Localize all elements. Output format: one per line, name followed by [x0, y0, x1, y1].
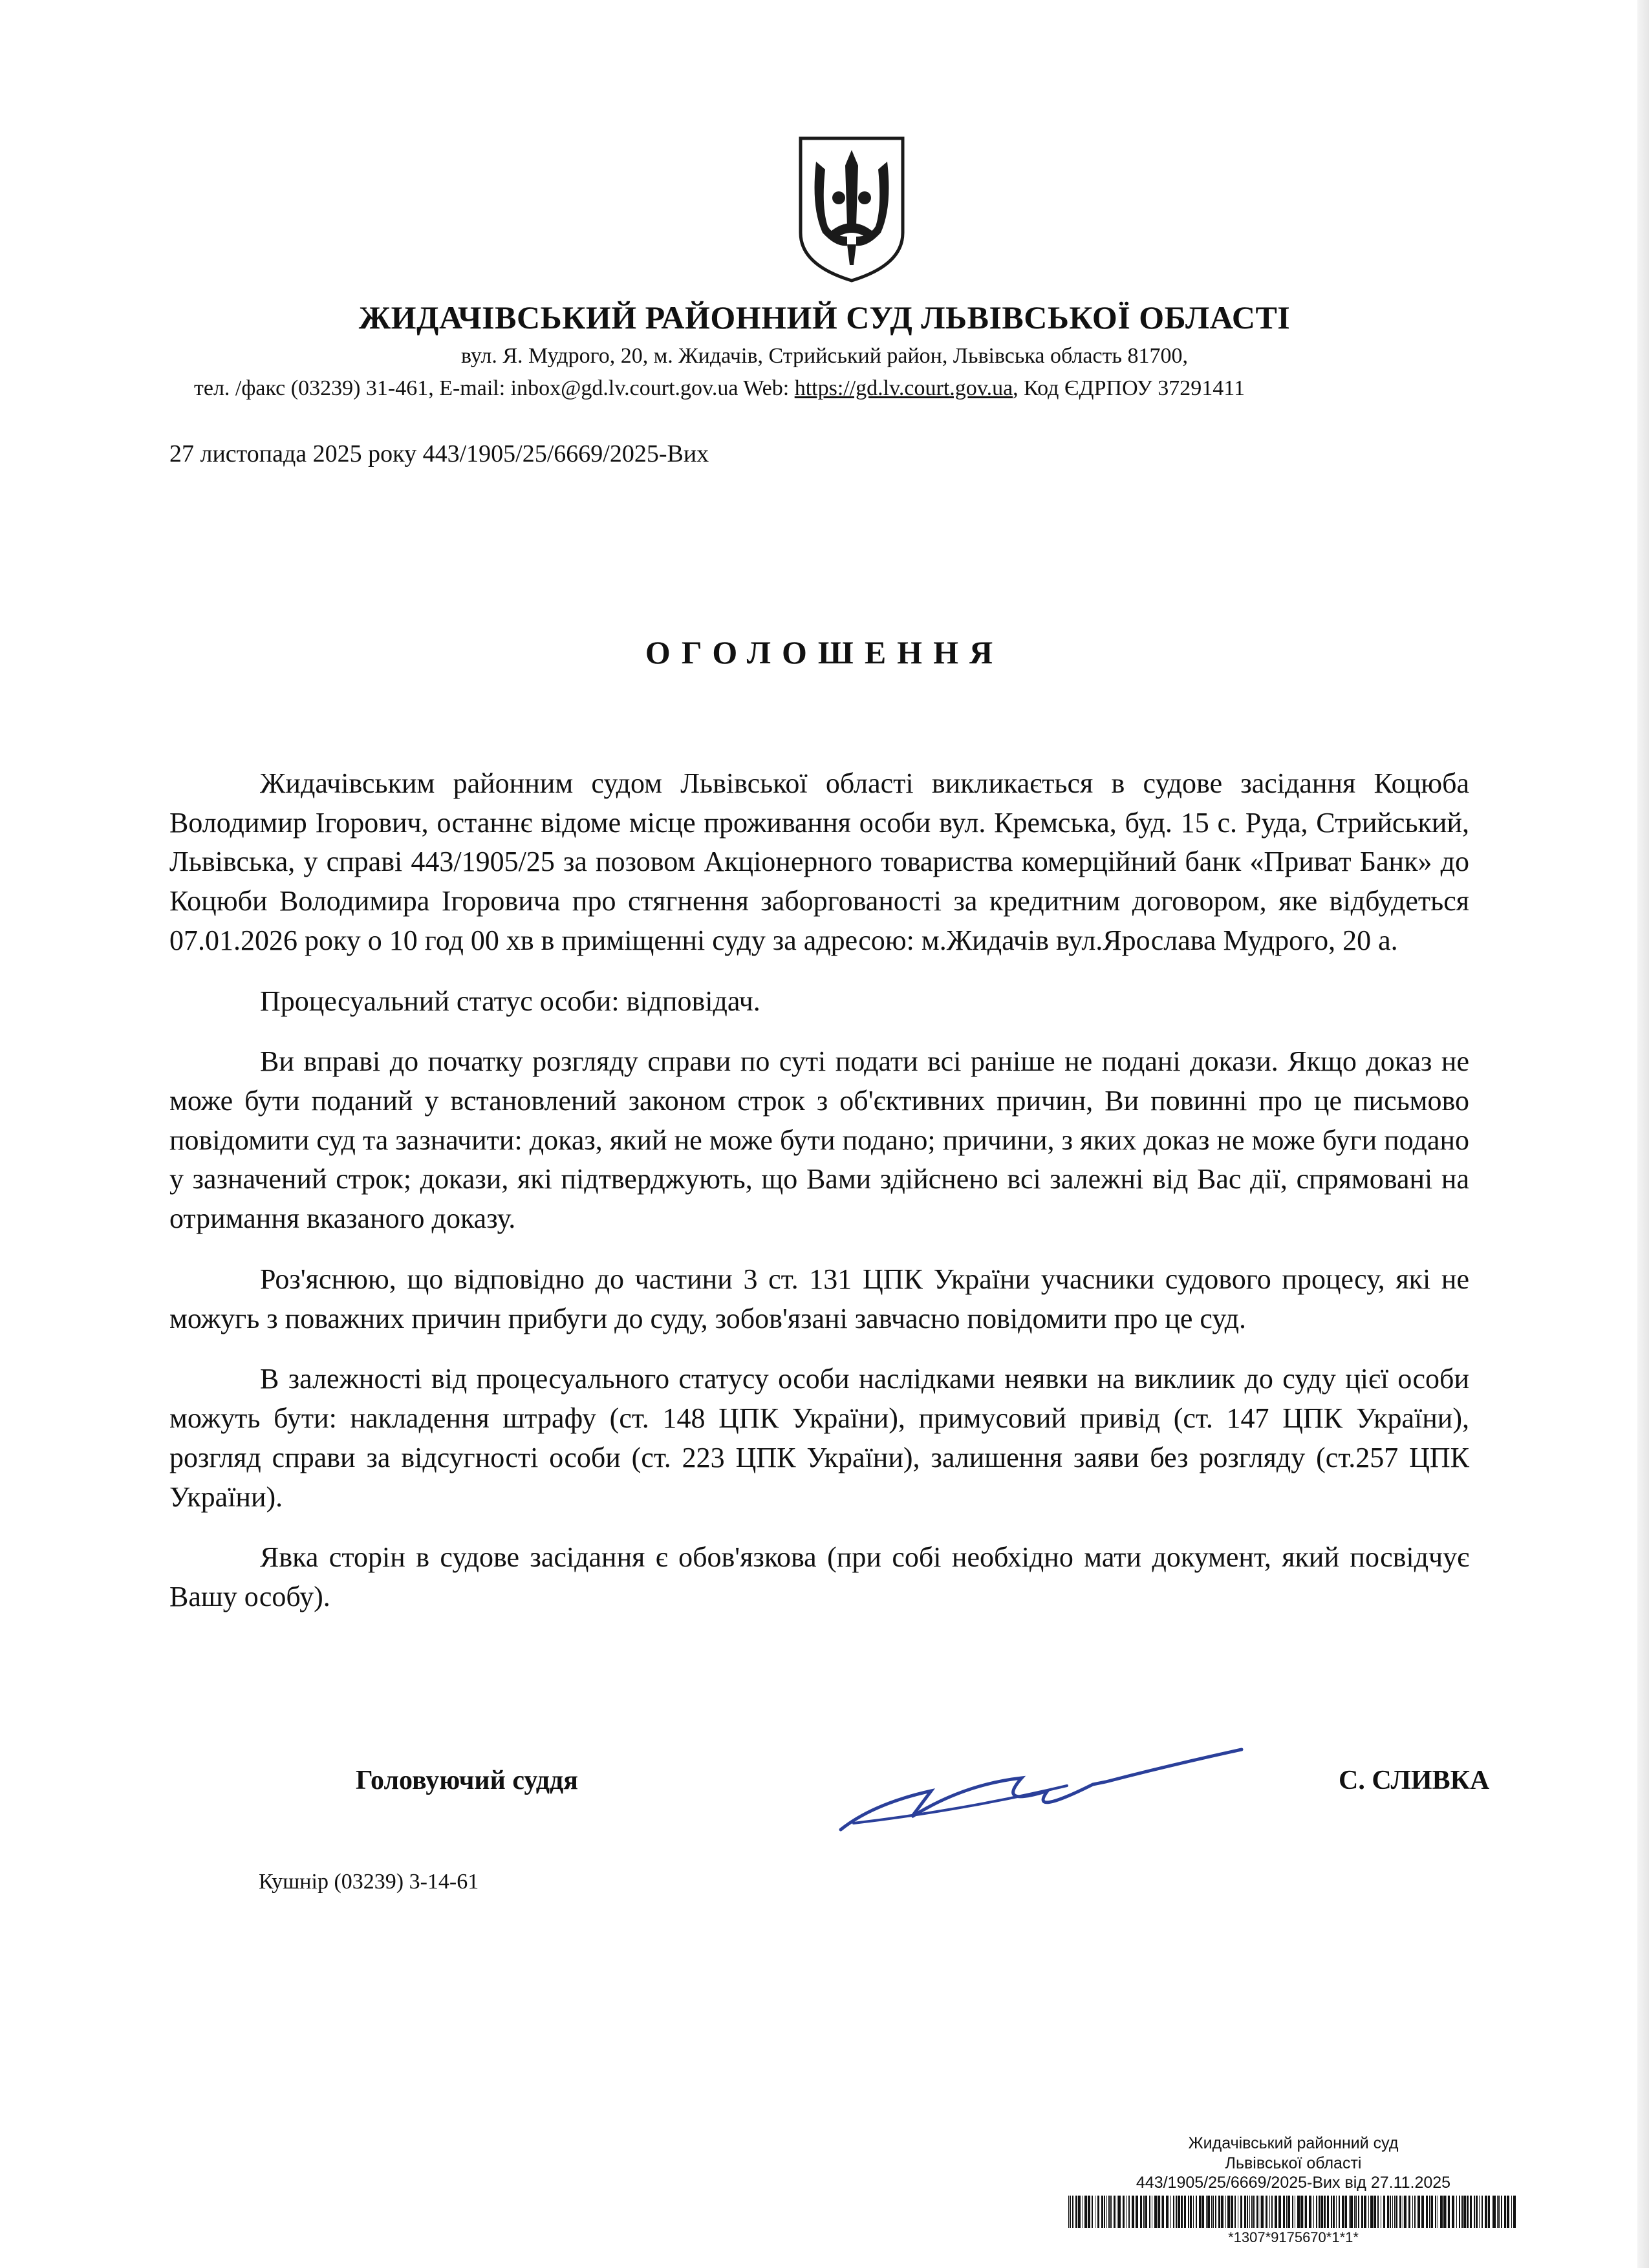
- handwritten-signature: [834, 1746, 1248, 1843]
- barcode-bar: [1463, 2196, 1466, 2228]
- barcode-bar: [1227, 2196, 1230, 2228]
- barcode-bar: [1193, 2196, 1194, 2228]
- barcode-bar: [1288, 2196, 1290, 2228]
- judge-name: С. СЛИВКА: [1339, 1766, 1490, 1795]
- barcode-bar: [1221, 2196, 1223, 2228]
- barcode-bar: [1309, 2196, 1311, 2228]
- barcode-bar: [1275, 2196, 1277, 2228]
- barcode-bar: [1498, 2196, 1500, 2228]
- document-title: ОГОЛОШЕННЯ: [645, 634, 1004, 670]
- barcode-bar: [1497, 2196, 1498, 2228]
- barcode-bar: [1253, 2196, 1255, 2228]
- barcode-bar: [1504, 2196, 1506, 2228]
- barcode-bar: [1211, 2196, 1212, 2228]
- barcode-bar: [1324, 2196, 1326, 2228]
- barcode-bar: [1488, 2196, 1490, 2228]
- contacts-text: тел. /факс (03239) 31-461, E-mail: inbox@gd.lv.court.gov.ua Web:: [194, 376, 795, 400]
- barcode-bar: [1114, 2196, 1116, 2228]
- barcode-bar: [1207, 2196, 1210, 2228]
- barcode-bar: [1070, 2196, 1071, 2228]
- barcode-bar: [1132, 2196, 1134, 2228]
- barcode-bar: [1118, 2196, 1121, 2228]
- barcode-bar: [1075, 2196, 1077, 2228]
- barcode-bar: [1313, 2196, 1314, 2228]
- barcode-bar: [1292, 2196, 1293, 2228]
- barcode-bar: [1412, 2196, 1413, 2228]
- barcode-bar: [1390, 2196, 1391, 2228]
- barcode-bar: [1467, 2196, 1469, 2228]
- signature-row: [0, 1746, 1649, 1862]
- barcode-bar: [1392, 2196, 1393, 2228]
- barcode-bar: [1249, 2196, 1250, 2228]
- barcode-bar: [1108, 2196, 1110, 2228]
- barcode-bar: [1342, 2196, 1344, 2228]
- paragraph-status: Процесуальний статус особи: відповідач.: [260, 985, 760, 1017]
- barcode-bar: [1199, 2196, 1202, 2228]
- barcode-bar: [1212, 2196, 1214, 2228]
- barcode-bar: [1278, 2196, 1281, 2228]
- barcode-bar: [1443, 2196, 1446, 2228]
- stamp-registration-number: 443/1905/25/6669/2025-Вих від 27.11.2025: [1136, 2174, 1451, 2192]
- barcode-bar: [1377, 2196, 1379, 2228]
- barcode-bar: [1271, 2196, 1273, 2228]
- announcement-body: [169, 764, 1469, 1638]
- barcode-bar: [1181, 2196, 1183, 2228]
- barcode-bar: [1170, 2196, 1171, 2228]
- barcode-bar: [1507, 2196, 1509, 2228]
- barcode-bar: [1218, 2196, 1220, 2228]
- barcode-bar: [1178, 2196, 1180, 2228]
- barcode-bar: [1426, 2196, 1428, 2228]
- barcode-bar: [1361, 2196, 1363, 2228]
- stamp-court-name: Жидачівський районний суд: [1188, 2134, 1399, 2152]
- barcode-bar: [1106, 2196, 1107, 2228]
- scan-edge-shadow: [1637, 0, 1649, 2268]
- barcode-bar: [1476, 2196, 1478, 2228]
- barcode-bar: [1215, 2196, 1216, 2228]
- barcode-bar: [1247, 2196, 1248, 2228]
- barcode-bar: [1396, 2196, 1397, 2228]
- barcode-bar: [1110, 2196, 1112, 2228]
- barcode-bar: [1440, 2196, 1443, 2228]
- barcode-bar: [1286, 2196, 1288, 2228]
- paragraph-evidence: Ви вправі до початку розгляду справи по суті подати всі раніше не подані докази. Якщо доказ не може бути поданий у встановлений законом строк з об'єктивних причин, Ви повинні про це письмово повідомити суд та зазначити: доказ, який не може бути подано; причини, з яких доказ не може буги подано у зазначений строк; докази, які підтверджують, що Вами здійснено всі залежні від Вас дії, спрямовані на отримання вказаного доказу.: [169, 1045, 1469, 1235]
- barcode-bar: [1269, 2196, 1270, 2228]
- barcode-bar: [1104, 2196, 1105, 2228]
- barcode-bar: [1126, 2196, 1127, 2228]
- barcode-bar: [1394, 2196, 1396, 2228]
- court-address: вул. Я. Мудрого, 20, м. Жидачів, Стрийський район, Львівська область 81700,: [461, 344, 1188, 368]
- barcode-bar: [1349, 2196, 1350, 2228]
- document-date-reference: 27 листопада 2025 року 443/1905/25/6669/2025-Вих: [169, 440, 709, 467]
- barcode-bar: [1173, 2196, 1174, 2228]
- barcode-bar: [1256, 2196, 1258, 2228]
- edrpou-code: , Код ЄДРПОУ 37291411: [1013, 376, 1245, 400]
- barcode-bar: [1511, 2196, 1512, 2228]
- barcode-bar: [1166, 2196, 1169, 2228]
- barcode-bar: [1068, 2196, 1069, 2228]
- barcode-bar: [1336, 2196, 1337, 2228]
- barcode-bar: [1184, 2196, 1186, 2228]
- barcode-bar: [1414, 2196, 1416, 2228]
- barcode-bar: [1283, 2196, 1285, 2228]
- barcode-bar: [1448, 2196, 1450, 2228]
- barcode-bar: [1176, 2196, 1177, 2228]
- barcode-bar: [1435, 2196, 1436, 2228]
- barcode-bar: [1225, 2196, 1226, 2228]
- executor-contact: Кушнір (03239) 3-14-61: [259, 1870, 479, 1894]
- barcode-bar: [1513, 2196, 1516, 2228]
- website-link[interactable]: https://gd.lv.court.gov.ua: [794, 376, 1013, 400]
- barcode-bar: [1470, 2196, 1472, 2228]
- barcode-bar: [1092, 2196, 1093, 2228]
- barcode-bar: [1097, 2196, 1099, 2228]
- barcode-bar: [1266, 2196, 1267, 2228]
- barcode-bar: [1479, 2196, 1480, 2228]
- stamp-region: Львівської області: [1225, 2154, 1362, 2172]
- barcode-bar: [1231, 2196, 1233, 2228]
- barcode-bar: [1206, 2196, 1207, 2228]
- barcode-bar: [1149, 2196, 1150, 2228]
- barcode-bar: [1316, 2196, 1317, 2228]
- barcode-bar: [1128, 2196, 1130, 2228]
- barcode-bar: [1158, 2196, 1160, 2228]
- barcode-bar: [1368, 2196, 1369, 2228]
- barcode-bar: [1493, 2196, 1496, 2228]
- barcode-bar: [1358, 2196, 1359, 2228]
- barcode-bar: [1354, 2196, 1355, 2228]
- barcode-bar: [1485, 2196, 1487, 2228]
- judge-position: Головуючий суддя: [356, 1766, 578, 1795]
- paragraph-consequences: В залежності від процесуального статусу особи наслідками неявки на виклиик до суду цієї особи можуть бути: накладення штрафу (ст. 148 ЦПК України), примусовий привід (ст. 147 ЦПК України), розгляд справи за відсугності особи (ст. 223 ЦПК України), залишення заяви без розгляду (ст.257 ЦПК України).: [169, 1363, 1469, 1513]
- barcode-bar: [1331, 2196, 1332, 2228]
- barcode-bar: [1320, 2196, 1323, 2228]
- barcode-bar: [1404, 2196, 1406, 2228]
- barcode-bar: [1319, 2196, 1320, 2228]
- barcode-bar: [1387, 2196, 1389, 2228]
- barcode-bar: [1492, 2196, 1493, 2228]
- barcode-bar: [1088, 2196, 1090, 2228]
- barcode-bar: [1452, 2196, 1454, 2228]
- barcode-bar: [1482, 2196, 1483, 2228]
- barcode-bar: [1327, 2196, 1329, 2228]
- barcode-bar: [1196, 2196, 1197, 2228]
- barcode-bar: [1136, 2196, 1138, 2228]
- barcode-bar: [1333, 2196, 1335, 2228]
- barcode-bar: [1084, 2196, 1087, 2228]
- barcode-bar: [1202, 2196, 1204, 2228]
- court-contacts: [194, 376, 1487, 401]
- barcode-bar: [1339, 2196, 1340, 2228]
- barcode-bar: [1143, 2196, 1145, 2228]
- barcode-bar: [1297, 2196, 1300, 2228]
- barcode-bar: [1364, 2196, 1366, 2228]
- barcode-bar: [1078, 2196, 1081, 2228]
- barcode-bar: [1461, 2196, 1463, 2228]
- barcode-bar: [1188, 2196, 1189, 2228]
- barcode-bar: [1501, 2196, 1502, 2228]
- barcode-bar: [1162, 2196, 1164, 2228]
- barcode-bar: [1251, 2196, 1253, 2228]
- barcode-bar: [1145, 2196, 1147, 2228]
- barcode-bar: [1244, 2196, 1246, 2228]
- barcode-bar: [1383, 2196, 1385, 2228]
- barcode-bar: [1072, 2196, 1073, 2228]
- barcode-bar: [1101, 2196, 1103, 2228]
- barcode-bar: [1190, 2196, 1192, 2228]
- paragraph-explanation: Роз'яснюю, що відповідно до частини 3 ст. 131 ЦПК України учасники судового процесу, які не можугь з поважних причин прибуги до суду, зобов'язані завчасно повідомити про це суд.: [169, 1263, 1469, 1334]
- barcode: [1067, 2196, 1520, 2228]
- court-name-heading: ЖИДАЧІВСЬКИЙ РАЙОННИЙ СУД ЛЬВІВСЬКОЇ ОБЛАСТІ: [358, 299, 1291, 336]
- barcode-bar: [1417, 2196, 1420, 2228]
- barcode-bar: [1399, 2196, 1401, 2228]
- barcode-bar: [1240, 2196, 1242, 2228]
- barcode-bar: [1431, 2196, 1433, 2228]
- barcode-bar: [1305, 2196, 1307, 2228]
- barcode-bar: [1350, 2196, 1353, 2228]
- barcode-bar: [1370, 2196, 1373, 2228]
- trident-coat-of-arms-icon: [797, 136, 907, 283]
- barcode-bar: [1456, 2196, 1457, 2228]
- barcode-bar: [1261, 2196, 1264, 2228]
- barcode-bar: [1474, 2196, 1475, 2228]
- barcode-bar: [1408, 2196, 1410, 2228]
- barcode-bar: [1429, 2196, 1430, 2228]
- barcode-bar: [1154, 2196, 1157, 2228]
- barcode-bar: [1345, 2196, 1347, 2228]
- barcode-bar: [1374, 2196, 1376, 2228]
- barcode-bar: [1123, 2196, 1125, 2228]
- barcode-bar: [1300, 2196, 1303, 2228]
- paragraph-summons: Жидачівським районним судом Львівської області викликається в судове засідання Коцюба Володимир Ігорович, останнє відоме місце проживання особи вул. Кремська, буд. 15 с. Руда, Стрийський, Львівська, у справі 443/1905/25 за позовом Акціонерного товариства комерційний банк «Приват Банк» до Коцюби Володимира Ігоровича про стягнення заборгованості за кредитним договором, яке відбудеться 07.01.2026 року о 10 год 00 хв в приміщенні суду за адресою: м.Жидачів вул.Ярослава Мудрого, 20 а.: [169, 767, 1469, 956]
- paragraph-attendance: Явка сторін в судове засідання є обов'язкова (при собі необхідно мати документ, який посвідчує Вашу особу).: [169, 1541, 1469, 1612]
- barcode-bar: [1140, 2196, 1142, 2228]
- registration-stamp: [1054, 2134, 1533, 2246]
- barcode-bar: [1355, 2196, 1357, 2228]
- barcode-bar: [1459, 2196, 1460, 2228]
- barcode-bar: [1421, 2196, 1424, 2228]
- barcode-text: *1307*9175670*1*1*: [1228, 2229, 1359, 2245]
- barcode-bar: [1234, 2196, 1236, 2228]
